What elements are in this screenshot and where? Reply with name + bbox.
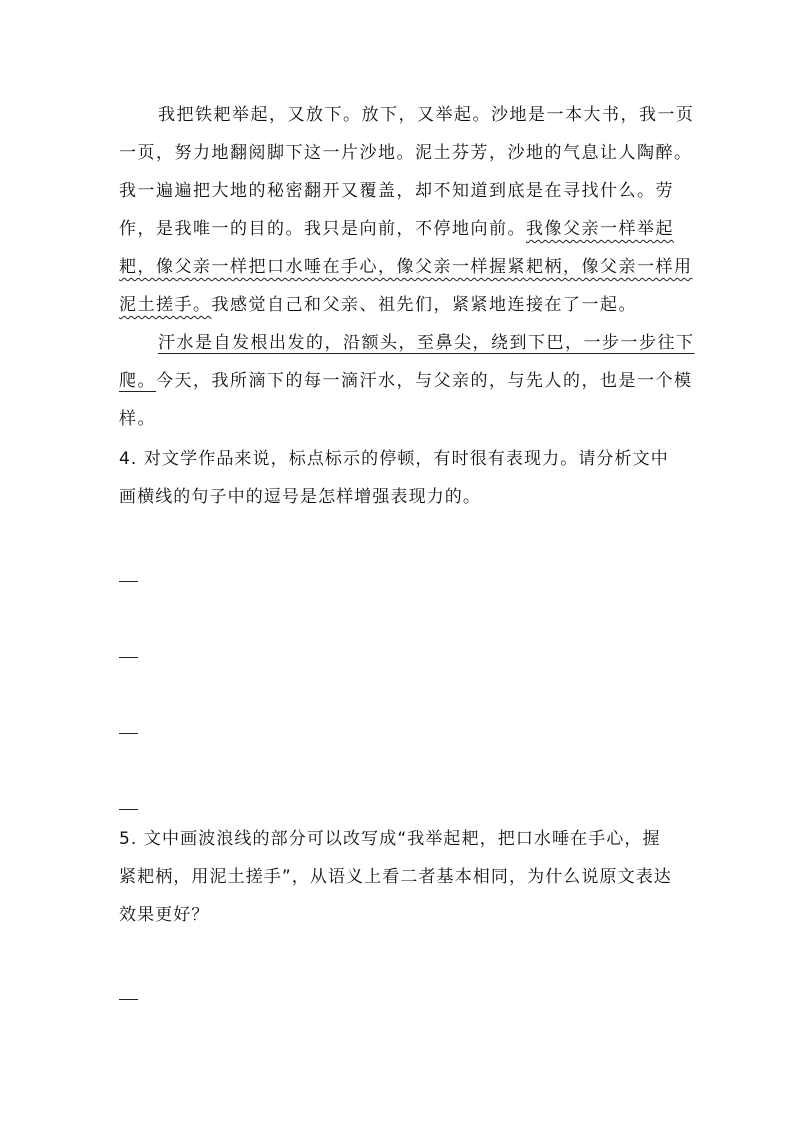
passage-line [158, 105, 695, 125]
question-4-line [119, 449, 669, 469]
question-5-line [119, 905, 210, 925]
question-text: 画横线的句子中的逗号是怎样增强表现力的。 [119, 487, 481, 507]
passage-line [119, 409, 156, 429]
passage-text: 作，是我唯一的目的。我只是向前，不停地向前。 [119, 219, 526, 239]
question-text: 5. 文中画波浪线的部分可以改写成“我举起耙，把口水唾在手心，握 [119, 829, 661, 849]
answer-blank[interactable] [119, 999, 138, 1000]
passage-text: 今天，我所滴下的每一滴汗水，与父亲的，与先人的，也是一个模 [156, 371, 693, 391]
passage-text: 我一遍遍把大地的秘密翻开又覆盖，却不知道到底是在寻找什么。劳 [119, 181, 674, 201]
passage-line [119, 181, 674, 201]
answer-blank[interactable] [119, 657, 138, 658]
wavy-underlined-text: 耙，像父亲一样把口水唾在手心，像父亲一样握紧耙柄，像父亲一样用 [119, 257, 693, 277]
passage-text: 我感觉自己和父亲、祖先们，紧紧地连接在了一起。 [211, 295, 637, 315]
straight-underlined-text: 爬。 [119, 371, 156, 391]
question-5-line [119, 867, 672, 887]
wavy-underlined-text: 泥土搓手。 [119, 295, 212, 315]
wavy-underlined-text: 我像父亲一样举起 [526, 219, 674, 239]
question-4-line [119, 487, 481, 507]
answer-blank[interactable] [119, 809, 138, 810]
passage-line [158, 333, 695, 353]
answer-blank[interactable] [119, 581, 138, 582]
answer-blank[interactable] [119, 733, 138, 734]
question-5-line [119, 829, 661, 849]
question-text: 效果更好？ [119, 905, 210, 925]
passage-line [119, 143, 693, 163]
question-text: 4. 对文学作品来说，标点标示的停顿，有时很有表现力。请分析文中 [119, 449, 669, 469]
passage-line [119, 295, 637, 315]
question-text: 紧耙柄，用泥土搓手”，从语义上看二者基本相同，为什么说原文表达 [119, 867, 672, 887]
passage-line [119, 257, 693, 277]
passage-text: 样。 [119, 409, 156, 429]
passage-text: 一页，努力地翻阅脚下这一片沙地。泥土芬芳，沙地的气息让人陶醉。 [119, 143, 693, 163]
passage-line [119, 371, 693, 391]
passage-text: 我把铁耙举起，又放下。放下，又举起。沙地是一本大书，我一页 [158, 105, 695, 125]
passage-line [119, 219, 674, 239]
straight-underlined-text: 汗水是自发根出发的，沿额头，至鼻尖，绕到下巴，一步一步往下 [158, 333, 695, 353]
